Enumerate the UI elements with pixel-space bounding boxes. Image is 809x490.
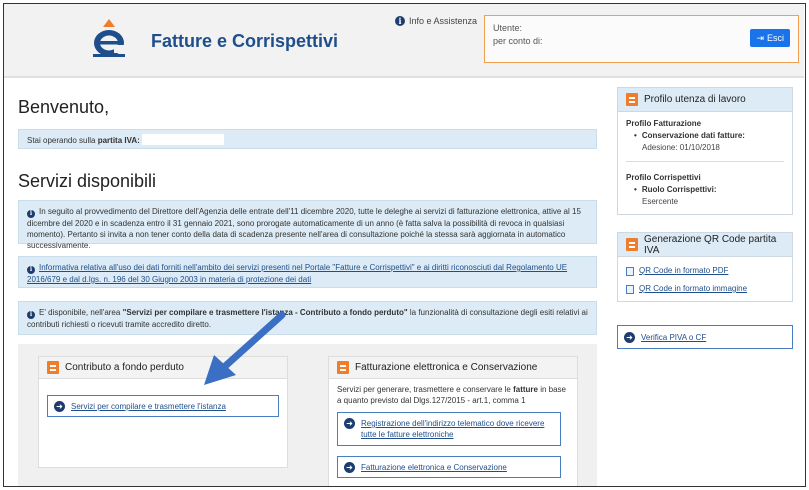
image-icon [626, 285, 634, 294]
user-box [484, 15, 799, 63]
qr-image-link[interactable]: QR Code in formato immagine [626, 283, 784, 295]
arrow-right-icon: ➜ [344, 418, 355, 429]
info-icon: i [27, 266, 35, 274]
user-label: Utente: [493, 23, 523, 33]
profilo-panel [617, 87, 793, 215]
tile-contributo-title: Contributo a fondo perduto [65, 362, 184, 373]
qr-panel [617, 232, 793, 302]
welcome-title: Benvenuto, [18, 97, 110, 117]
profilo-body: Profilo Fatturazione • Conservazione dati fatture: Adesione: 01/10/2018 Profilo Corrispettivi • Ruolo Corrispettivi: Esercente [618, 112, 792, 214]
info-assistenza-link[interactable] [395, 16, 477, 26]
agenzia-entrate-logo [92, 18, 126, 58]
info-assistenza-label: Info e Assistenza [409, 16, 478, 26]
registrazione-indirizzo-link[interactable]: ➜ Registrazione dell'indirizzo telematico dove ricevere tutte le fatture elettroniche [337, 412, 561, 446]
notice-contributo: i E' disponibile, nell'area "Servizi per compilare e trasmettere l'istanza - Contributo a fondo perduto" la funzionalità di consultazione degli esiti relativi ai contributi richiesti o ricevuti tramite accredito diretto. [18, 301, 597, 335]
tile-fatturazione-desc: Servizi per generare, trasmettere e conservare le fatture in base a quanto previsto dal Dlgs.127/2015 - art.1, comma 1 [337, 385, 566, 405]
profilo-title: Profilo utenza di lavoro [644, 94, 746, 105]
tile-fatturazione-title: Fatturazione elettronica e Conservazione [355, 362, 538, 373]
tile-fatturazione [328, 356, 578, 487]
logout-icon: ⇥ [756, 32, 764, 43]
qr-header [618, 233, 792, 257]
qr-pdf-link[interactable]: QR Code in formato PDF [626, 265, 784, 277]
document-icon [47, 361, 59, 374]
app-title: Fatture e Corrispettivi [151, 31, 339, 51]
fatturazione-conservazione-link[interactable]: ➜ Fatturazione elettronica e Conservazione [337, 456, 561, 478]
app-frame [3, 3, 806, 487]
arrow-right-icon: ➜ [344, 462, 355, 473]
arrow-right-icon: ➜ [624, 332, 635, 343]
profilo-header [618, 88, 792, 112]
partita-iva-bar: Stai operando sulla partita IVA: [18, 129, 597, 149]
service-tiles [18, 344, 597, 487]
on-behalf-label: per conto di: [493, 36, 543, 46]
info-icon: i [395, 16, 405, 26]
tile-fatturazione-header [329, 357, 577, 379]
pointer-arrow-icon [194, 309, 294, 389]
notice-deleghe: i In seguito al provvedimento del Direttore dell'Agenzia delle entrate dell'11 dicembre 2020, tutte le deleghe ai servizi di fatturazione elettronica, attive al 15 dicembre del 2020 e in scadenza entro il 31 gennaio 2021, sono prorogate automaticamente di un anno (è fatta salva la possibilità di revoca in qualsiasi momento). Pertanto si invita a non tener conto della data di scadenza presente nell'area di consultazione poiché la stessa sarà aggiornata in automatico successivamente. [18, 200, 597, 244]
notice-privacy [18, 256, 597, 288]
info-icon: i [27, 210, 35, 218]
privacy-link[interactable]: Informativa relativa all'uso dei dati forniti nell'ambito dei servizi presenti nel Portale "Fatture e Corrispettivi" e ai diritti riconosciuti dal Regolamento UE 2016/679 e dal d.lgs. n. 196 del 30 Giugno 2003 in materia di protezione dei dati [27, 263, 568, 284]
user-icon [626, 93, 638, 106]
partita-iva-value [142, 134, 224, 145]
arrow-right-icon: ➜ [54, 401, 65, 412]
logout-button[interactable] [750, 29, 790, 47]
qr-title: Generazione QR Code partita IVA [644, 233, 777, 256]
logout-label: Esci [766, 32, 784, 43]
qr-code-icon [626, 238, 638, 251]
document-icon [337, 361, 349, 374]
pdf-icon [626, 267, 634, 276]
servizi-istanza-link[interactable]: ➜ Servizi per compilare e trasmettere l'istanza [47, 395, 279, 417]
verifica-piva-link[interactable]: ➜ Verifica PIVA o CF [617, 325, 793, 349]
services-title: Servizi disponibili [18, 171, 157, 191]
header [4, 4, 804, 78]
info-icon: i [27, 311, 35, 319]
